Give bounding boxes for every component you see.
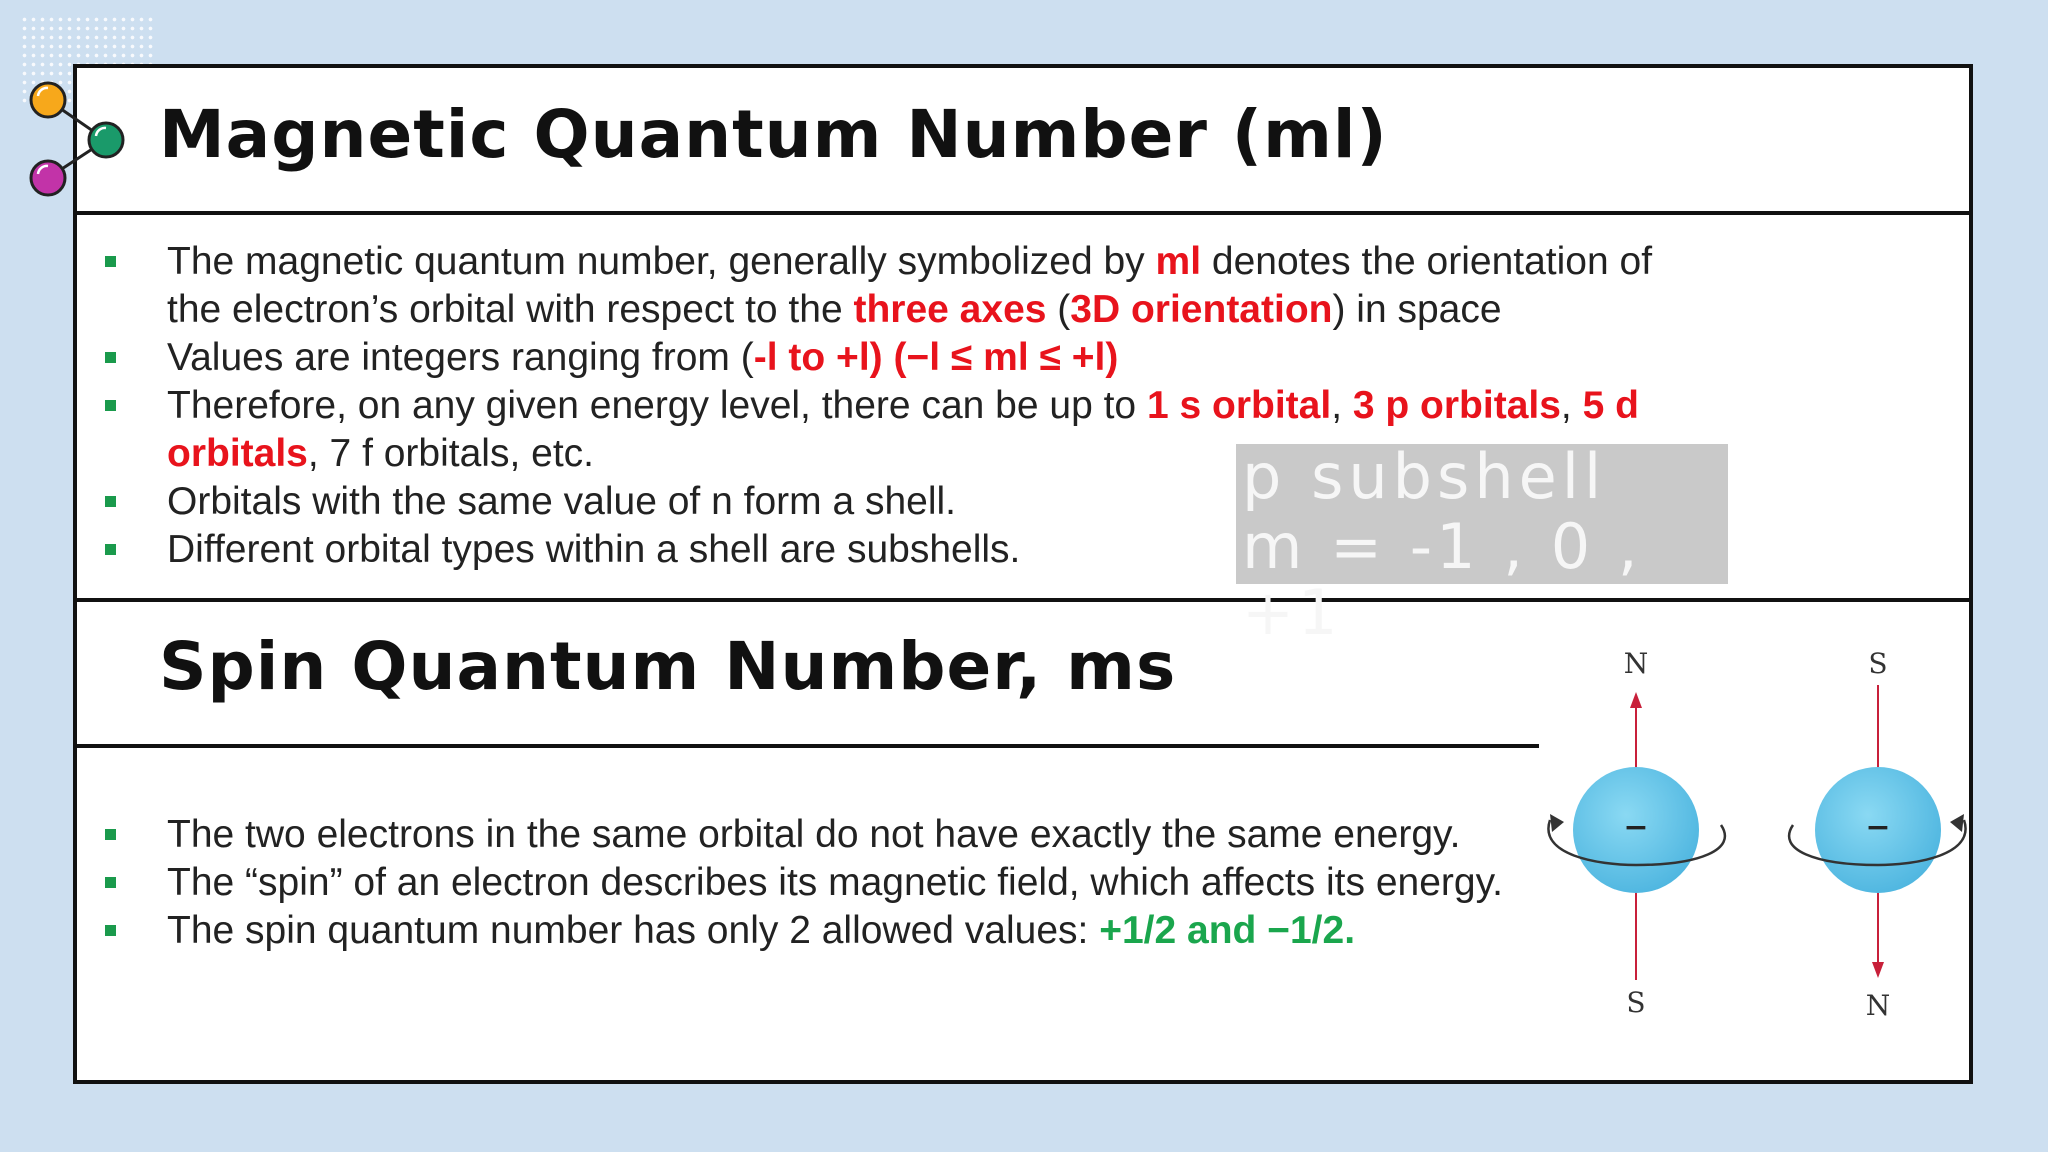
pole-label: S	[1626, 986, 1646, 1019]
bullet-text: The two electrons in the same orbital do not have exactly the same energy.	[167, 813, 1461, 856]
bullet-text: The magnetic quantum number, generally symbolized by	[167, 240, 1156, 283]
bullet-text: (	[1046, 288, 1071, 331]
bullet-text: the electron’s orbital with respect to the	[167, 288, 854, 331]
highlighted-text: +1/2 and −1/2.	[1099, 909, 1356, 952]
section2-title: Spin Quantum Number, ms	[159, 628, 1177, 705]
green-node-icon	[89, 123, 123, 157]
bullet-text: ) in space	[1332, 288, 1502, 331]
bullet-square-icon	[105, 829, 116, 840]
highlighted-text: -l to +l) (−l ≤ ml ≤ +l)	[753, 336, 1119, 379]
bullet-text: ,	[1560, 384, 1583, 427]
bullet-text: Therefore, on any given energy level, there can be up to	[167, 384, 1147, 427]
bullet-item	[77, 382, 1652, 430]
bullet-text: The “spin” of an electron describes its magnetic field, which affects its energy.	[167, 861, 1504, 904]
highlighted-text: 1 s orbital	[1146, 384, 1332, 427]
bullet-item	[77, 238, 1652, 286]
highlighted-text: orbitals	[167, 432, 308, 475]
bullet-text: Different orbital types within a shell are subshells.	[167, 528, 1021, 571]
p-subshell-image	[1236, 440, 1728, 649]
electron-spin-figure	[1538, 640, 1978, 1030]
bullet-text: , 7 f orbitals, etc.	[307, 432, 594, 475]
bullet-square-icon	[105, 256, 116, 267]
bullet-square-icon	[105, 400, 116, 411]
bullet-item	[77, 907, 1503, 955]
subshell-line1: p subshell	[1242, 440, 1607, 513]
bullet-continuation-line	[77, 286, 1652, 334]
bullet-square-icon	[105, 352, 116, 363]
highlighted-text: three axes	[853, 288, 1047, 331]
bullet-item	[77, 859, 1503, 907]
bullet-text: The spin quantum number has only 2 allowed values:	[167, 909, 1100, 952]
bullet-square-icon	[105, 496, 116, 507]
bullet-square-icon	[105, 877, 116, 888]
bullet-text: ,	[1331, 384, 1353, 427]
highlighted-text: ml	[1155, 240, 1202, 283]
highlighted-text: 3D orientation	[1070, 288, 1333, 331]
charge-label: −	[1865, 810, 1891, 845]
section1-title: Magnetic Quantum Number (ml)	[159, 96, 1388, 173]
bullet-text: Orbitals with the same value of n form a shell.	[167, 480, 957, 523]
pole-label: S	[1868, 647, 1888, 680]
bullet-text: Values are integers ranging from (	[167, 336, 754, 379]
bullet-square-icon	[105, 544, 116, 555]
section1-title-divider	[77, 211, 1969, 215]
subshell-line2: m = -1 , 0 , +1	[1242, 510, 1642, 649]
charge-label: −	[1623, 810, 1649, 845]
section2-bullet-list	[77, 811, 1503, 955]
highlighted-text: 3 p orbitals	[1352, 384, 1561, 427]
bullet-item	[77, 334, 1652, 382]
pole-label: N	[1623, 647, 1649, 680]
bullet-text: denotes the orientation of	[1201, 240, 1653, 283]
right-electron	[1789, 647, 1965, 1022]
timeline-nodes-icon	[22, 76, 132, 206]
bullet-square-icon	[105, 925, 116, 936]
magenta-node-icon	[31, 161, 65, 195]
left-electron	[1548, 647, 1724, 1019]
highlighted-text: 5 d	[1582, 384, 1639, 427]
section2-title-divider	[77, 744, 1539, 748]
bullet-item	[77, 811, 1503, 859]
pole-label: N	[1865, 989, 1891, 1022]
orange-node-icon	[31, 83, 65, 117]
